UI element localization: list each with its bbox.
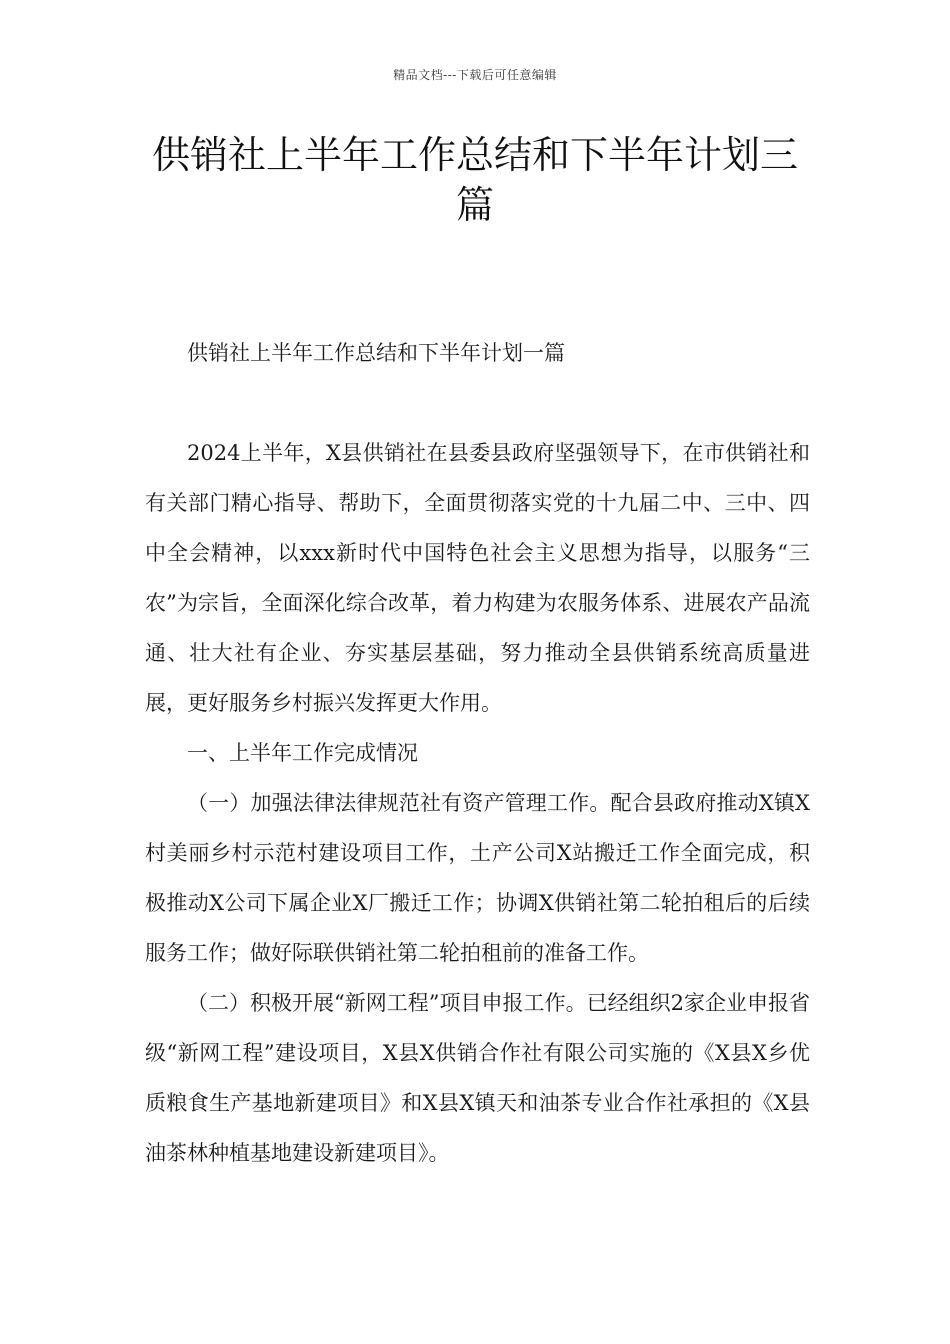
document-body: [145, 328, 810, 1178]
document-title: 供销社上半年工作总结和下半年计划三篇: [151, 133, 798, 227]
paragraph-item-2: （二）积极开展“新网工程”项目申报工作。已经组织2家企业申报省级“新网工程”建设项目，X县X供销合作社有限公司实施的《X县X乡优质粮食生产基地新建项目》和X县X镇天和油茶专业合作社承担的《X县油茶林种植基地建设新建项目》。: [145, 991, 810, 1165]
section-heading: 一、上半年工作完成情况: [187, 741, 418, 765]
paragraph-item-1: （一）加强法律法律规范社有资产管理工作。配合县政府推动X镇X村美丽乡村示范村建设项目工作，土产公司X站搬迁工作全面完成，积极推动X公司下属企业X厂搬迁工作；协调X供销社第二轮拍租后的后续服务工作；做好际联供销社第二轮拍租前的准备工作。: [145, 791, 810, 965]
header-note: 精品文档---下载后可任意编辑: [393, 68, 557, 82]
paragraph-intro: 2024上半年，X县供销社在县委县政府坚强领导下，在市供销社和有关部门精心指导、帮助下，全面贯彻落实党的十九届二中、三中、四中全会精神，以xxx新时代中国特色社会主义思想为指导，以服务“三农”为宗旨，全面深化综合改革，着力构建为农服务体系、进展农产品流通、壮大社有企业、夯实基层基础，努力推动全县供销系统高质量进展，更好服务乡村振兴发挥更大作用。: [145, 441, 810, 715]
section-subtitle: 供销社上半年工作总结和下半年计划一篇: [187, 341, 565, 365]
